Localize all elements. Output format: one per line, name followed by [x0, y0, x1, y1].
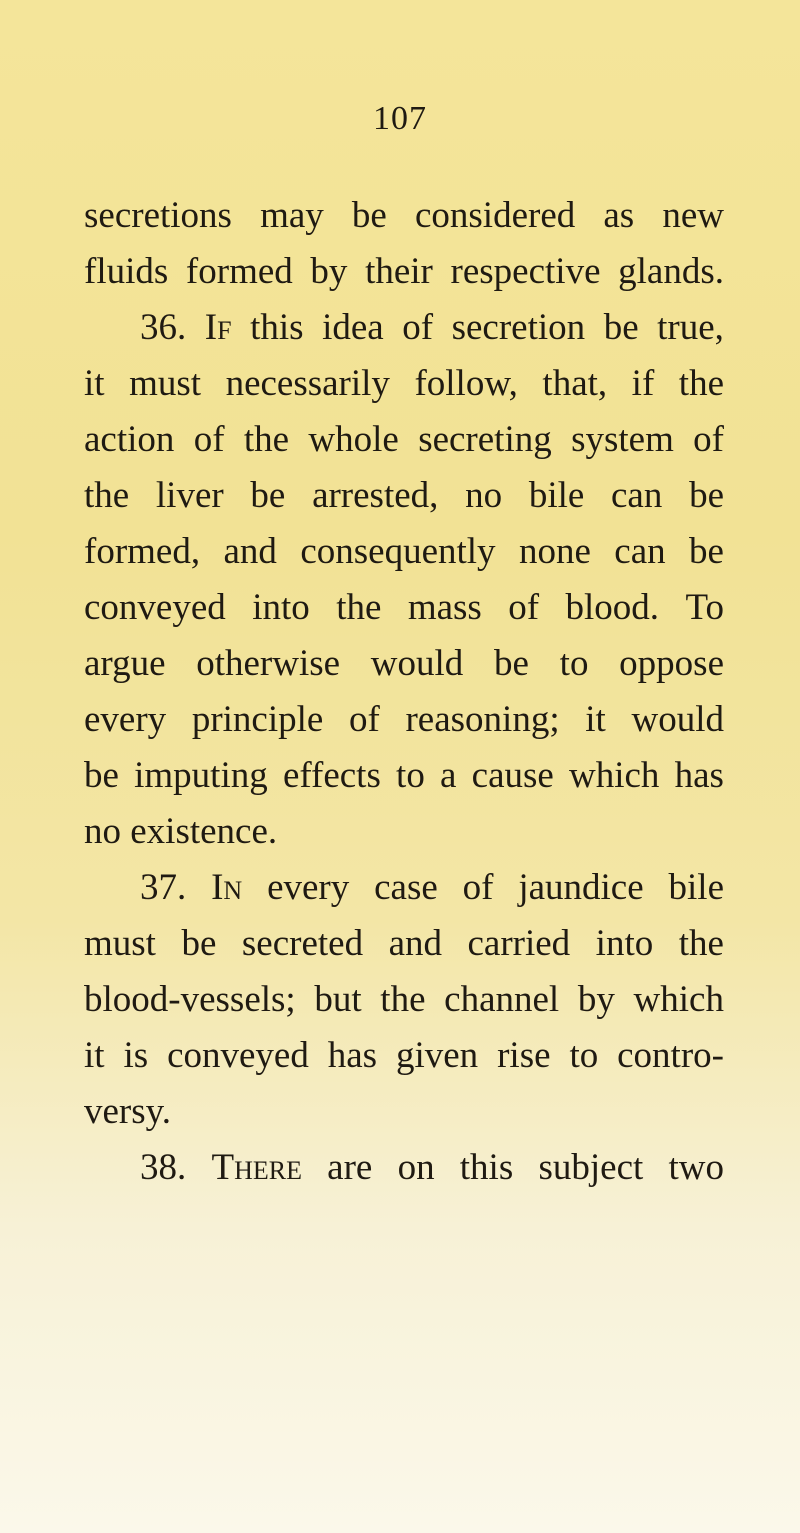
word: of	[402, 307, 434, 348]
word: bile	[668, 867, 724, 908]
word: carried	[467, 923, 571, 964]
word: by	[577, 979, 615, 1020]
word: every	[84, 699, 167, 740]
word: as	[603, 195, 635, 236]
word: their	[365, 251, 433, 292]
word: To	[685, 587, 724, 628]
word: of	[508, 587, 540, 628]
word: case	[374, 867, 438, 908]
word: of	[693, 419, 724, 460]
word: this	[459, 1147, 514, 1188]
word: cause	[471, 755, 554, 796]
word: conveyed	[167, 1035, 309, 1076]
word: true,	[657, 307, 724, 348]
word: on	[397, 1147, 435, 1188]
word: fluids	[84, 251, 169, 292]
word: which	[633, 979, 724, 1020]
text-line	[84, 477, 724, 514]
word: a	[440, 755, 457, 796]
word: be	[250, 475, 286, 516]
word: arrested,	[312, 475, 439, 516]
word: bile	[528, 475, 585, 516]
word: formed	[185, 251, 293, 292]
word: and	[223, 531, 277, 572]
word: mass	[407, 587, 482, 628]
text-line	[84, 533, 724, 570]
word: would	[370, 643, 464, 684]
word: to	[559, 643, 589, 684]
word: follow,	[414, 363, 518, 404]
word: of	[462, 867, 494, 908]
word: There	[211, 1147, 302, 1188]
word: consequently	[300, 531, 496, 572]
word: is	[123, 1035, 149, 1076]
word: action	[84, 419, 175, 460]
word: be	[689, 475, 724, 516]
word: formed,	[84, 531, 201, 572]
text-line	[84, 589, 724, 626]
word: must	[84, 923, 156, 964]
word: which	[569, 755, 660, 796]
word: of	[349, 699, 380, 740]
word: contro-	[617, 1035, 724, 1076]
word: system	[571, 419, 674, 460]
word: respective	[450, 251, 601, 292]
word: channel	[444, 979, 560, 1020]
word: can	[611, 475, 663, 516]
word: necessarily	[225, 363, 390, 404]
word: must	[129, 363, 202, 404]
word: that,	[542, 363, 608, 404]
word: jaundice	[518, 867, 644, 908]
word: would	[631, 699, 724, 740]
word: reasoning;	[405, 699, 560, 740]
word: the	[84, 475, 130, 516]
word: and	[388, 923, 442, 964]
page-number: 107	[373, 100, 427, 137]
word: two	[668, 1147, 724, 1188]
word: effects	[282, 755, 381, 796]
text-line	[140, 869, 724, 906]
word: are	[327, 1147, 373, 1188]
word: to	[569, 1035, 599, 1076]
word: If	[204, 307, 232, 348]
text-line	[84, 1093, 724, 1130]
word: secretions	[84, 195, 232, 236]
text-line	[84, 981, 724, 1018]
text-line	[140, 1149, 724, 1186]
word: it	[84, 1035, 105, 1076]
word: blood-vessels;	[84, 979, 296, 1020]
word: imputing	[134, 755, 268, 796]
word: existence.	[130, 811, 278, 852]
word: but	[314, 979, 362, 1020]
word: may	[260, 195, 324, 236]
text-line	[84, 757, 724, 794]
word: if	[631, 363, 655, 404]
word: the	[380, 979, 426, 1020]
text-line	[84, 421, 724, 458]
word: of	[193, 419, 225, 460]
word: considered	[414, 195, 576, 236]
word: every	[267, 867, 350, 908]
word: oppose	[619, 643, 724, 684]
text-line	[84, 925, 724, 962]
word: no	[84, 811, 121, 852]
word: be	[689, 531, 724, 572]
word: whole	[308, 419, 399, 460]
word: be	[494, 643, 529, 684]
word: be	[181, 923, 217, 964]
word: given	[395, 1035, 479, 1076]
word: into	[595, 923, 654, 964]
word: by	[310, 251, 348, 292]
word: glands.	[618, 251, 724, 292]
text-line	[140, 309, 724, 346]
word: rise	[497, 1035, 551, 1076]
text-line	[84, 813, 724, 850]
text-line	[84, 1037, 724, 1074]
word: has	[674, 755, 724, 796]
word: blood.	[565, 587, 660, 628]
word: 36.	[140, 307, 187, 348]
word: 37.	[140, 867, 187, 908]
word: the	[336, 587, 382, 628]
word: none	[518, 531, 591, 572]
word: the	[678, 363, 724, 404]
word: subject	[538, 1147, 644, 1188]
word: principle	[191, 699, 324, 740]
word: has	[327, 1035, 378, 1076]
text-line	[84, 365, 724, 402]
word: can	[614, 531, 666, 572]
word: the	[678, 923, 724, 964]
word: into	[252, 587, 310, 628]
word: it	[585, 699, 606, 740]
word: secreted	[241, 923, 364, 964]
word: secretion	[451, 307, 586, 348]
word: liver	[155, 475, 224, 516]
word: it	[84, 363, 105, 404]
word: new	[662, 195, 724, 236]
word: argue	[84, 643, 166, 684]
word: be	[351, 195, 387, 236]
word: to	[396, 755, 425, 796]
word: the	[243, 419, 290, 460]
word: be	[84, 755, 119, 796]
text-line	[84, 645, 724, 682]
word: otherwise	[196, 643, 341, 684]
text-line	[84, 253, 724, 290]
word: be	[603, 307, 639, 348]
text-line	[84, 701, 724, 738]
text-line	[84, 197, 724, 234]
word: versy.	[84, 1091, 171, 1132]
word: idea	[322, 307, 384, 348]
word: this	[250, 307, 304, 348]
word: 38.	[140, 1147, 187, 1188]
word: secreting	[418, 419, 552, 460]
word: conveyed	[84, 587, 226, 628]
word: no	[465, 475, 503, 516]
word: In	[211, 867, 243, 908]
